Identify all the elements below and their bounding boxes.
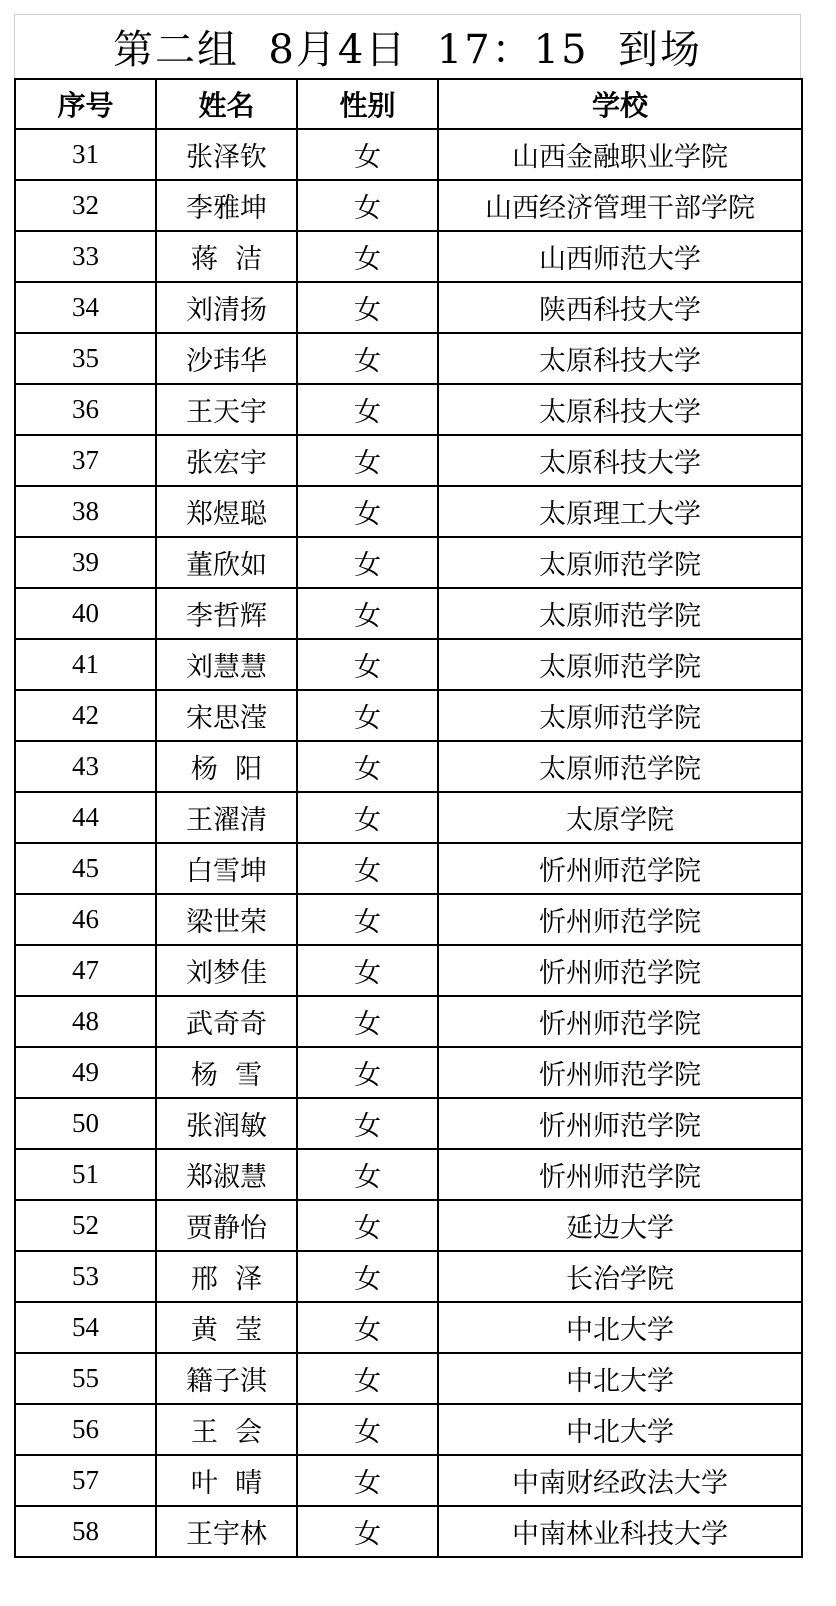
table-row	[15, 690, 802, 741]
cell-school: 太原理工大学	[438, 486, 802, 537]
cell-school: 长治学院	[438, 1251, 802, 1302]
table-row	[15, 1506, 802, 1557]
cell-school: 忻州师范学院	[438, 1149, 802, 1200]
cell-name: 王天宇	[156, 384, 297, 435]
roster-body	[15, 129, 802, 1557]
cell-name: 宋思滢	[156, 690, 297, 741]
cell-gender: 女	[297, 180, 438, 231]
cell-number: 53	[15, 1251, 156, 1302]
cell-school: 中南财经政法大学	[438, 1455, 802, 1506]
title-bar	[14, 14, 801, 78]
table-row	[15, 1200, 802, 1251]
header-school: 学校	[438, 79, 802, 129]
cell-number: 31	[15, 129, 156, 180]
cell-gender: 女	[297, 231, 438, 282]
cell-number: 35	[15, 333, 156, 384]
cell-name: 黄 莹	[156, 1302, 297, 1353]
table-row	[15, 588, 802, 639]
cell-number: 44	[15, 792, 156, 843]
table-row	[15, 792, 802, 843]
cell-gender: 女	[297, 843, 438, 894]
cell-number: 51	[15, 1149, 156, 1200]
cell-school: 忻州师范学院	[438, 1098, 802, 1149]
table-row	[15, 1353, 802, 1404]
cell-number: 34	[15, 282, 156, 333]
cell-name: 蒋 洁	[156, 231, 297, 282]
cell-name: 叶 晴	[156, 1455, 297, 1506]
cell-name: 沙玮华	[156, 333, 297, 384]
cell-school: 太原科技大学	[438, 333, 802, 384]
cell-number: 49	[15, 1047, 156, 1098]
cell-number: 58	[15, 1506, 156, 1557]
table-row	[15, 843, 802, 894]
cell-name: 王 会	[156, 1404, 297, 1455]
roster-sheet	[14, 14, 801, 1558]
table-row	[15, 1302, 802, 1353]
table-row	[15, 894, 802, 945]
cell-school: 太原科技大学	[438, 384, 802, 435]
cell-number: 52	[15, 1200, 156, 1251]
cell-name: 刘慧慧	[156, 639, 297, 690]
cell-gender: 女	[297, 435, 438, 486]
cell-name: 贾静怡	[156, 1200, 297, 1251]
cell-school: 太原师范学院	[438, 741, 802, 792]
cell-number: 39	[15, 537, 156, 588]
cell-school: 中北大学	[438, 1404, 802, 1455]
table-row	[15, 180, 802, 231]
cell-number: 57	[15, 1455, 156, 1506]
cell-number: 42	[15, 690, 156, 741]
table-row	[15, 1404, 802, 1455]
table-row	[15, 1149, 802, 1200]
cell-name: 杨 阳	[156, 741, 297, 792]
cell-gender: 女	[297, 1506, 438, 1557]
cell-number: 38	[15, 486, 156, 537]
cell-gender: 女	[297, 945, 438, 996]
cell-name: 刘清扬	[156, 282, 297, 333]
cell-name: 邢 泽	[156, 1251, 297, 1302]
cell-gender: 女	[297, 1302, 438, 1353]
cell-name: 白雪坤	[156, 843, 297, 894]
cell-name: 李哲辉	[156, 588, 297, 639]
header-name: 姓名	[156, 79, 297, 129]
cell-gender: 女	[297, 639, 438, 690]
cell-number: 56	[15, 1404, 156, 1455]
cell-school: 太原科技大学	[438, 435, 802, 486]
cell-name: 张宏宇	[156, 435, 297, 486]
table-row	[15, 1455, 802, 1506]
cell-school: 中北大学	[438, 1353, 802, 1404]
cell-gender: 女	[297, 1404, 438, 1455]
cell-number: 32	[15, 180, 156, 231]
cell-number: 47	[15, 945, 156, 996]
cell-name: 杨 雪	[156, 1047, 297, 1098]
cell-school: 太原师范学院	[438, 588, 802, 639]
cell-name: 李雅坤	[156, 180, 297, 231]
table-row	[15, 231, 802, 282]
cell-number: 36	[15, 384, 156, 435]
header-row	[15, 79, 802, 129]
cell-name: 刘梦佳	[156, 945, 297, 996]
cell-school: 中北大学	[438, 1302, 802, 1353]
cell-gender: 女	[297, 690, 438, 741]
cell-gender: 女	[297, 1149, 438, 1200]
table-row	[15, 639, 802, 690]
header-number: 序号	[15, 79, 156, 129]
cell-name: 董欣如	[156, 537, 297, 588]
cell-number: 37	[15, 435, 156, 486]
cell-gender: 女	[297, 741, 438, 792]
cell-school: 陕西科技大学	[438, 282, 802, 333]
cell-gender: 女	[297, 486, 438, 537]
cell-gender: 女	[297, 384, 438, 435]
cell-school: 忻州师范学院	[438, 1047, 802, 1098]
cell-gender: 女	[297, 894, 438, 945]
cell-school: 忻州师范学院	[438, 894, 802, 945]
cell-school: 忻州师范学院	[438, 843, 802, 894]
cell-number: 48	[15, 996, 156, 1047]
cell-gender: 女	[297, 129, 438, 180]
cell-name: 王宇林	[156, 1506, 297, 1557]
table-row	[15, 1251, 802, 1302]
cell-gender: 女	[297, 1455, 438, 1506]
roster-table	[14, 78, 803, 1558]
cell-gender: 女	[297, 588, 438, 639]
cell-gender: 女	[297, 282, 438, 333]
cell-school: 太原师范学院	[438, 639, 802, 690]
cell-number: 43	[15, 741, 156, 792]
cell-school: 忻州师范学院	[438, 996, 802, 1047]
header-gender: 性别	[297, 79, 438, 129]
table-row	[15, 333, 802, 384]
cell-gender: 女	[297, 792, 438, 843]
cell-gender: 女	[297, 1047, 438, 1098]
cell-school: 太原师范学院	[438, 690, 802, 741]
table-row	[15, 384, 802, 435]
table-row	[15, 996, 802, 1047]
cell-name: 郑煜聪	[156, 486, 297, 537]
cell-name: 张润敏	[156, 1098, 297, 1149]
cell-school: 山西师范大学	[438, 231, 802, 282]
cell-school: 中南林业科技大学	[438, 1506, 802, 1557]
cell-name: 武奇奇	[156, 996, 297, 1047]
cell-name: 张泽钦	[156, 129, 297, 180]
cell-school: 忻州师范学院	[438, 945, 802, 996]
cell-school: 太原师范学院	[438, 537, 802, 588]
cell-gender: 女	[297, 1098, 438, 1149]
cell-name: 郑淑慧	[156, 1149, 297, 1200]
cell-gender: 女	[297, 1251, 438, 1302]
cell-number: 40	[15, 588, 156, 639]
page-title: 第二组 8月4日 17：15 到场	[113, 27, 702, 73]
cell-school: 延边大学	[438, 1200, 802, 1251]
cell-number: 54	[15, 1302, 156, 1353]
cell-number: 33	[15, 231, 156, 282]
table-row	[15, 486, 802, 537]
cell-school: 太原学院	[438, 792, 802, 843]
table-row	[15, 1098, 802, 1149]
table-row	[15, 945, 802, 996]
cell-name: 籍子淇	[156, 1353, 297, 1404]
cell-gender: 女	[297, 1353, 438, 1404]
cell-school: 山西经济管理干部学院	[438, 180, 802, 231]
cell-gender: 女	[297, 537, 438, 588]
cell-name: 王濯清	[156, 792, 297, 843]
table-row	[15, 741, 802, 792]
cell-gender: 女	[297, 1200, 438, 1251]
cell-number: 45	[15, 843, 156, 894]
cell-number: 41	[15, 639, 156, 690]
cell-number: 50	[15, 1098, 156, 1149]
cell-number: 55	[15, 1353, 156, 1404]
table-row	[15, 1047, 802, 1098]
cell-school: 山西金融职业学院	[438, 129, 802, 180]
cell-gender: 女	[297, 996, 438, 1047]
table-row	[15, 129, 802, 180]
table-row	[15, 282, 802, 333]
table-row	[15, 435, 802, 486]
table-row	[15, 537, 802, 588]
cell-number: 46	[15, 894, 156, 945]
cell-gender: 女	[297, 333, 438, 384]
cell-name: 梁世荣	[156, 894, 297, 945]
